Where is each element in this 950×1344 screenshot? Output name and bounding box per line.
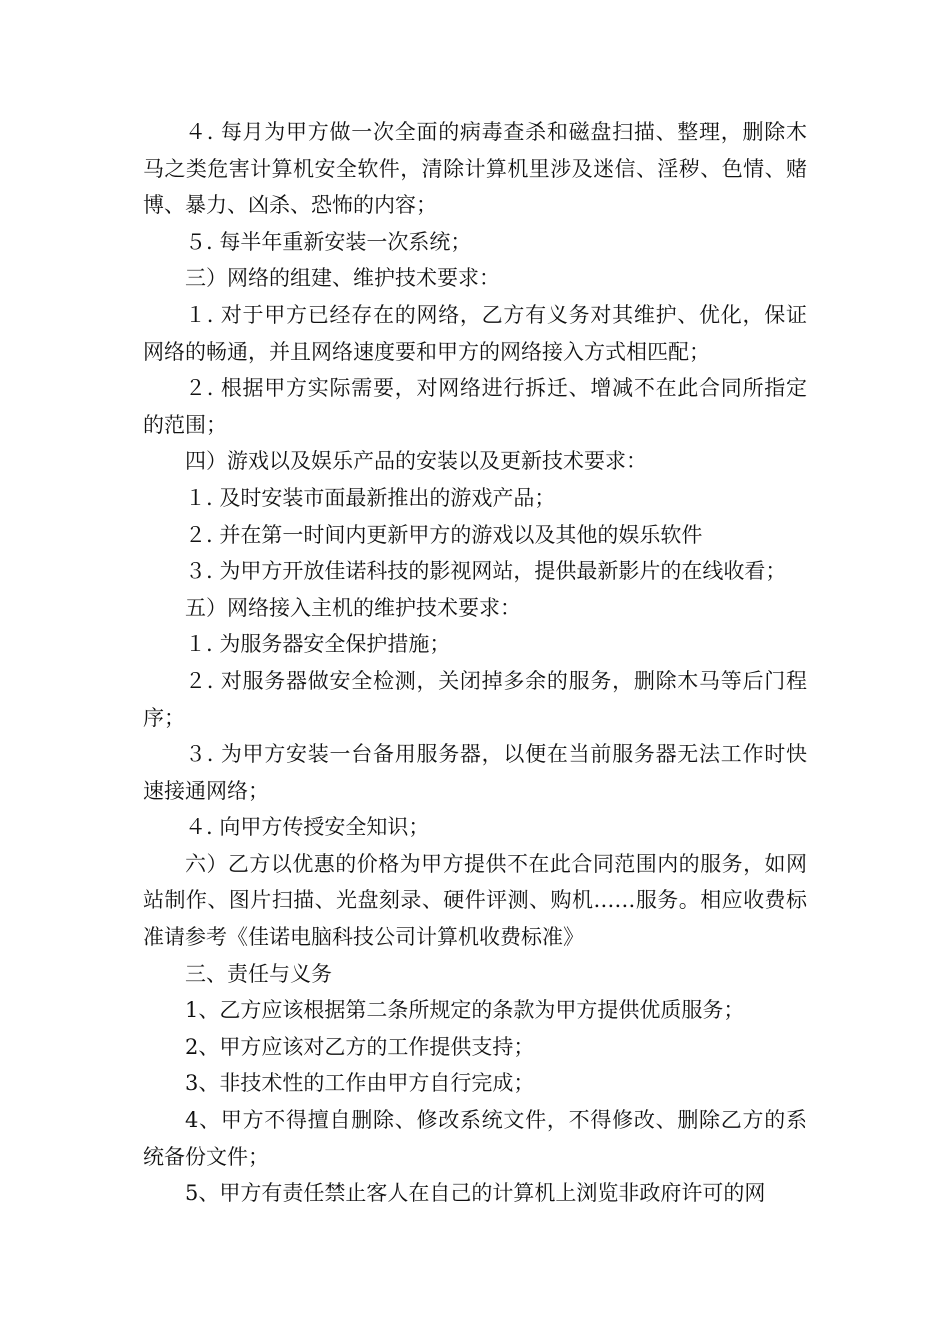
document-body [143,114,807,1212]
section-paragraph-extra-services: 六）乙方以优惠的价格为甲方提供不在此合同范围内的服务，如网站制作、图片扫描、光盘刻录、硬件评测、购机……服务。相应收费标准请参考《佳诺电脑科技公司计算机收费标准》 [143,851,807,950]
paragraph-games-item-2: ２. 并在第一时间内更新甲方的游戏以及其他的娱乐软件 [185,522,703,547]
section-heading-network: 三）网络的组建、维护技术要求： [185,266,500,291]
paragraph-duty-1: 1、乙方应该根据第二条所规定的条款为甲方提供优质服务； [185,998,745,1023]
paragraph-games-item-3: ３. 为甲方开放佳诺科技的影视网站，提供最新影片的在线收看； [185,559,787,584]
paragraph-host-item-4: ４. 向甲方传授安全知识； [185,815,430,840]
paragraph-host-item-1: １. 为服务器安全保护措施； [185,632,451,657]
paragraph-games-item-1: １. 及时安装市面最新推出的游戏产品； [185,485,556,510]
section-heading-duties: 三、责任与义务 [185,961,332,986]
paragraph-duty-5: 5、甲方有责任禁止客人在自己的计算机上浏览非政府许可的网 [185,1181,766,1206]
paragraph-network-item-2: ２. 根据甲方实际需要，对网络进行拆迁、增减不在此合同所指定的范围； [143,376,807,437]
paragraph-duty-2: 2、甲方应该对乙方的工作提供支持； [185,1034,535,1059]
paragraph-duty-3: 3、非技术性的工作由甲方自行完成； [185,1071,535,1096]
section-heading-games: 四）游戏以及娱乐产品的安装以及更新技术要求： [185,449,647,474]
paragraph-item-4-virus-scan: ４. 每月为甲方做一次全面的病毒查杀和磁盘扫描、整理，删除木马之类危害计算机安全软件，清除计算机里涉及迷信、淫秽、色情、赌博、暴力、凶杀、恐怖的内容； [143,120,807,218]
paragraph-host-item-3: ３. 为甲方安装一台备用服务器，以便在当前服务器无法工作时快速接通网络； [143,742,807,803]
paragraph-host-item-2: ２. 对服务器做安全检测，关闭掉多余的服务，删除木马等后门程序； [143,668,807,730]
paragraph-item-5-reinstall: ５. 每半年重新安装一次系统； [185,229,472,254]
paragraph-network-item-1: １. 对于甲方已经存在的网络，乙方有义务对其维护、优化，保证网络的畅通，并且网络速度要和甲方的网络接入方式相匹配； [143,302,807,364]
paragraph-duty-4: 4、甲方不得擅自删除、修改系统文件，不得修改、删除乙方的系统备份文件； [143,1108,807,1169]
section-heading-host: 五）网络接入主机的维护技术要求： [185,595,521,620]
